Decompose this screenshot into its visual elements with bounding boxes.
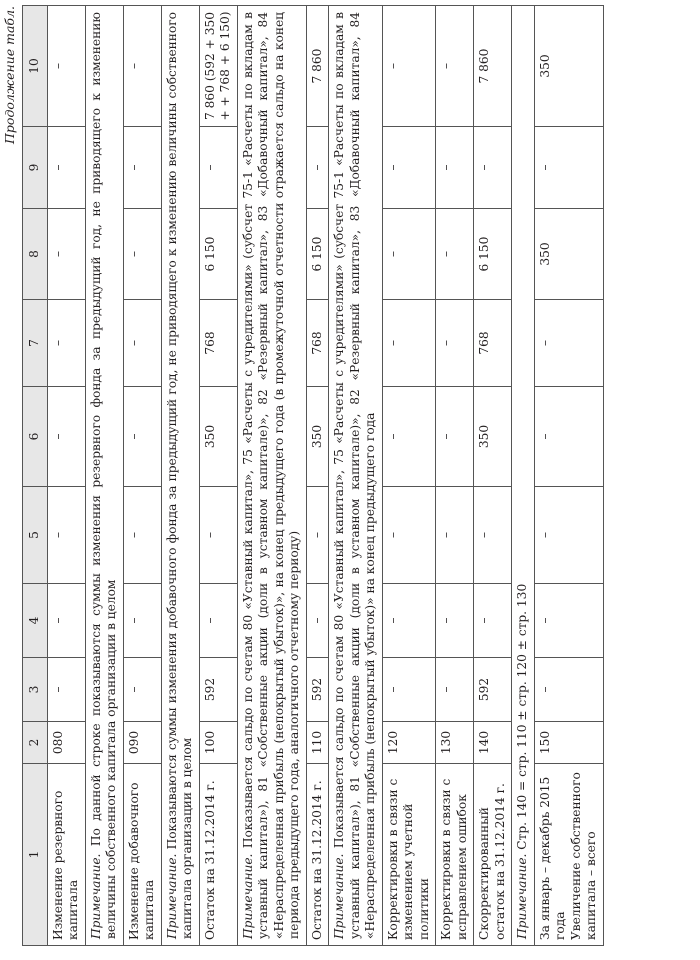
value-cell: 6 150 xyxy=(306,209,329,300)
row-code: 140 xyxy=(474,722,512,764)
row-name-cell xyxy=(306,764,329,946)
value-cell: – xyxy=(382,6,436,127)
value-cell: – xyxy=(382,487,436,584)
table-row xyxy=(123,6,161,946)
value-cell: – xyxy=(306,487,329,584)
value-cell: – xyxy=(382,209,436,300)
column-number: 8 xyxy=(23,209,48,300)
value-cell: 350 xyxy=(534,209,603,300)
value-cell: 592 xyxy=(306,658,329,722)
value-cell: 6 150 xyxy=(474,209,512,300)
table-row xyxy=(474,6,512,946)
column-number: 2 xyxy=(23,722,48,764)
row-code: 130 xyxy=(436,722,474,764)
table-body xyxy=(23,6,604,946)
value-cell: – xyxy=(47,6,85,127)
row-name-cell xyxy=(199,764,237,946)
value-cell: – xyxy=(534,127,603,209)
value-cell: – xyxy=(47,584,85,658)
value-cell: – xyxy=(474,487,512,584)
column-number-row xyxy=(23,6,48,946)
value-cell: 768 xyxy=(474,300,512,387)
value-cell: 7 860 xyxy=(306,6,329,127)
value-cell: 592 xyxy=(474,658,512,722)
note-label: Примечание. xyxy=(164,853,179,939)
note-row xyxy=(512,6,535,946)
value-cell: – xyxy=(306,584,329,658)
value-cell: – xyxy=(436,387,474,487)
note-label: Примечание. xyxy=(515,853,529,939)
value-cell: 7 860 (592 + 350 + + 768 + 6 150) xyxy=(199,6,237,127)
note-cell xyxy=(512,6,535,946)
value-cell: 350 xyxy=(474,387,512,487)
value-cell: 592 xyxy=(199,658,237,722)
table-row xyxy=(534,6,603,946)
column-number: 1 xyxy=(23,764,48,946)
row-name: Остаток на 31.12.2014 г. xyxy=(202,780,217,940)
value-cell: – xyxy=(47,387,85,487)
value-cell: – xyxy=(199,584,237,658)
row-name-cell xyxy=(474,764,512,946)
value-cell: 350 xyxy=(534,6,603,127)
row-name-cell xyxy=(534,764,603,946)
table-row xyxy=(382,6,436,946)
value-cell: – xyxy=(436,209,474,300)
column-number: 10 xyxy=(23,6,48,127)
value-cell: – xyxy=(47,209,85,300)
row-code: 080 xyxy=(47,722,85,764)
value-cell: – xyxy=(123,6,161,127)
note-row xyxy=(237,6,306,946)
note-label: Примечание. xyxy=(240,853,255,939)
capital-changes-table xyxy=(22,5,604,946)
row-name-cell xyxy=(47,764,85,946)
value-cell: – xyxy=(534,658,603,722)
value-cell: – xyxy=(534,300,603,387)
row-name: За январь – декабрь 2015 года xyxy=(537,776,567,940)
row-code: 090 xyxy=(123,722,161,764)
value-cell: – xyxy=(382,127,436,209)
value-cell: 350 xyxy=(306,387,329,487)
row-name: Изменение добавочного капитала xyxy=(126,782,156,940)
column-number: 5 xyxy=(23,487,48,584)
value-cell: – xyxy=(534,584,603,658)
row-name-cell xyxy=(123,764,161,946)
value-cell: – xyxy=(47,127,85,209)
note-cell xyxy=(237,6,306,946)
value-cell: – xyxy=(123,658,161,722)
value-cell: – xyxy=(534,387,603,487)
note-cell xyxy=(161,6,199,946)
column-number: 4 xyxy=(23,584,48,658)
value-cell: – xyxy=(47,300,85,387)
row-name: Корректировки в связи с изменением учетной политики xyxy=(385,778,431,940)
value-cell: 768 xyxy=(306,300,329,387)
table-row xyxy=(47,6,85,946)
note-cell xyxy=(85,6,123,946)
note-label: Примечание. xyxy=(88,853,103,939)
column-number: 7 xyxy=(23,300,48,387)
note-text: Показывается сальдо по счетам 80 «Уставный капитал», 75 «Расчеты с учредителями» (субсчет 75-1 «Расчеты по вкладам в уставный капитал»), 81 «Собственные акции (доли в уставном капитале)», 82 «Резервный капитал», 83 «Добавочный капитал», 84 «Нераспределенная прибыль (непокрытый убыток)», на конец предыдущего года (в промежуточной отчетности отражается сальдо на конец периода предыдущего года, аналогичного отчетному периоду) xyxy=(240,12,301,939)
value-cell: 768 xyxy=(199,300,237,387)
value-cell: – xyxy=(123,209,161,300)
value-cell: – xyxy=(199,487,237,584)
column-number: 3 xyxy=(23,658,48,722)
value-cell: – xyxy=(436,300,474,387)
row-name-secondary: Увеличение собственного капитала – всего xyxy=(568,772,598,940)
value-cell: – xyxy=(382,658,436,722)
row-code: 120 xyxy=(382,722,436,764)
note-label: Примечание. xyxy=(332,853,346,939)
value-cell: – xyxy=(306,127,329,209)
table-row xyxy=(436,6,474,946)
row-name: Скорректированный остаток на 31.12.2014 г. xyxy=(477,783,507,940)
value-cell: – xyxy=(123,127,161,209)
value-cell: 7 860 xyxy=(474,6,512,127)
value-cell: 350 xyxy=(199,387,237,487)
value-cell: – xyxy=(436,658,474,722)
table-row xyxy=(199,6,237,946)
value-cell: – xyxy=(47,658,85,722)
note-text: Показывается сальдо по счетам 80 «Уставный капитал», 75 «Расчеты с учредителями» (субсчет 75-1 «Расчеты по вкладам в уставный капитал»), 81 «Собственные акции (доли в уставном капитале)», 82 «Резервный капитал», 83 «Добавочный капитал», 84 «Нераспределенная прибыль (непокрытый убыток)» на конец предыдущего года xyxy=(332,12,377,939)
row-code: 150 xyxy=(534,722,603,764)
value-cell: 6 150 xyxy=(199,209,237,300)
row-code: 110 xyxy=(306,722,329,764)
value-cell: – xyxy=(474,584,512,658)
value-cell: – xyxy=(436,487,474,584)
value-cell: – xyxy=(123,300,161,387)
note-text: Показываются суммы изменения добавочного фонда за предыдущий год, не приводящего к изменению величины собственного капитала организации в целом xyxy=(164,12,194,939)
value-cell: – xyxy=(534,487,603,584)
note-text: По данной строке показываются суммы изменения резервного фонда за предыдущий год, не приводящего к изменению величины собственного капитала организации в целом xyxy=(88,12,118,939)
row-name: Изменение резервного капитала xyxy=(50,790,80,940)
row-code: 100 xyxy=(199,722,237,764)
value-cell: – xyxy=(436,584,474,658)
note-row xyxy=(329,6,383,946)
value-cell: – xyxy=(474,127,512,209)
value-cell: – xyxy=(436,6,474,127)
value-cell: – xyxy=(123,387,161,487)
value-cell: – xyxy=(47,487,85,584)
column-number: 9 xyxy=(23,127,48,209)
value-cell: – xyxy=(436,127,474,209)
note-cell xyxy=(329,6,383,946)
column-number: 6 xyxy=(23,387,48,487)
value-cell: – xyxy=(382,300,436,387)
row-name-cell xyxy=(436,764,474,946)
row-name: Корректировки в связи с исправлением ошибок xyxy=(439,778,469,940)
value-cell: – xyxy=(382,584,436,658)
value-cell: – xyxy=(123,584,161,658)
row-name-cell xyxy=(382,764,436,946)
value-cell: – xyxy=(123,487,161,584)
table-continuation-caption: Продолжение табл. xyxy=(2,6,17,144)
table-row xyxy=(306,6,329,946)
note-row xyxy=(85,6,123,946)
value-cell: – xyxy=(382,387,436,487)
row-name: Остаток на 31.12.2014 г. xyxy=(309,780,324,940)
note-text: Стр. 140 = стр. 110 ± стр. 120 ± стр. 130 xyxy=(515,583,529,854)
note-row xyxy=(161,6,199,946)
value-cell: – xyxy=(199,127,237,209)
